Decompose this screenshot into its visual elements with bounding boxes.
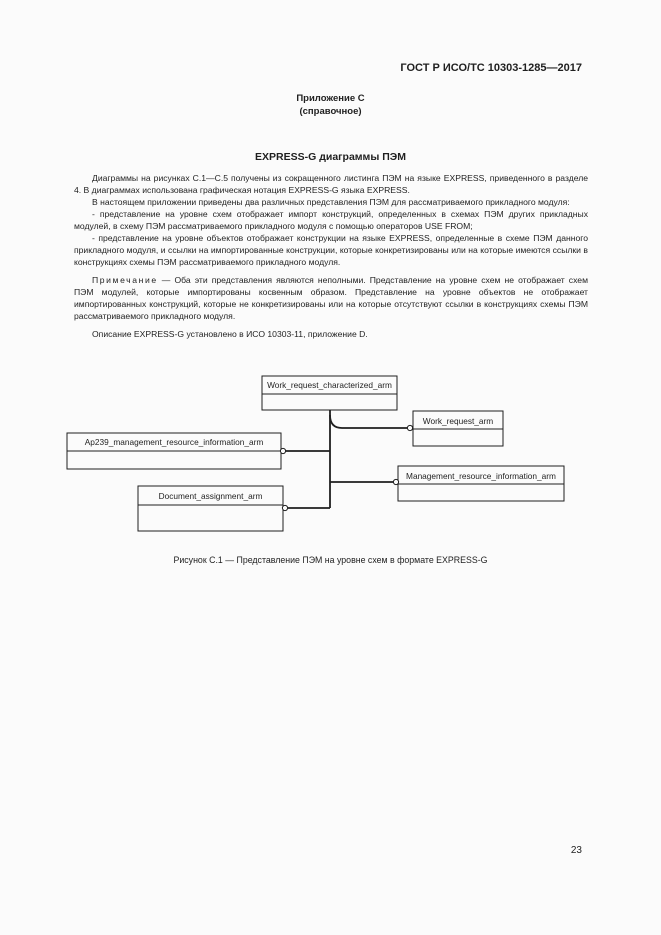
annex-kind: (справочное): [299, 106, 362, 117]
relation-circle-ap239: [280, 448, 285, 453]
label-work-request-characterized: Work_request_characterized_arm: [267, 380, 392, 390]
note-text: — Оба эти представления являются неполными. Представление на уровне схем не отображает схем ПЭМ модулей, которые импортированы косвенным образом. Представление на уровне объектов не отображает импортированных конструкций, которые не конкретизированы или на которые отсутствуют ссылки в конструкциях схемы ПЭМ рассматриваемого прикладного модуля.: [74, 275, 588, 321]
document-code: ГОСТ Р ИСО/ТС 10303-1285—2017: [400, 62, 582, 74]
note-label: Примечание: [92, 275, 158, 285]
reference-paragraph: Описание EXPRESS-G установлено в ИСО 10303-11, приложение D.: [92, 329, 368, 339]
relation-circle-management: [393, 479, 398, 484]
relation-circle-document: [282, 505, 287, 510]
paragraph-1: Диаграммы на рисунках С.1—С.5 получены из сокращенного листинга ПЭМ на языке EXPRESS, приведенного в разделе 4. В диаграммах использована графическая нотация EXPRESS-G языка EXPRESS.: [74, 173, 588, 195]
paragraph-2: В настоящем приложении приведены два различных представления ПЭМ для рассматриваемого прикладного модуля:: [92, 197, 570, 207]
paragraph-3: - представление на уровне схем отображает импорт конструкций, определенных в схемах ПЭМ других прикладных модулей, в схему ПЭМ рассматриваемого прикладного модуля с помощью операторов USE FROM;: [74, 209, 588, 231]
label-document-assignment: Document_assignment_arm: [158, 491, 263, 501]
figure-caption: Рисунок С.1 — Представление ПЭМ на уровне схем в формате EXPRESS-G: [173, 555, 488, 565]
connector-lines: [284, 410, 407, 508]
paragraph-4: - представление на уровне объектов отображает конструкции на языке EXPRESS, определенные в схеме ПЭМ данного прикладного модуля, и ссылки на импортированные конструкции, которые конкретизированы или на которые имеются ссылки в конструкциях схемы ПЭМ рассматриваемого прикладного модуля.: [74, 233, 588, 267]
relation-circle-work-request: [407, 425, 412, 430]
label-work-request: Work_request_arm: [422, 416, 494, 426]
page-number: 23: [570, 845, 582, 856]
label-management-resource: Management_resource_information_arm: [406, 471, 556, 481]
section-title: EXPRESS-G диаграммы ПЭМ: [255, 151, 406, 163]
label-ap239: Ap239_management_resource_information_arm: [84, 437, 264, 447]
annex-label: Приложение С: [296, 93, 365, 104]
